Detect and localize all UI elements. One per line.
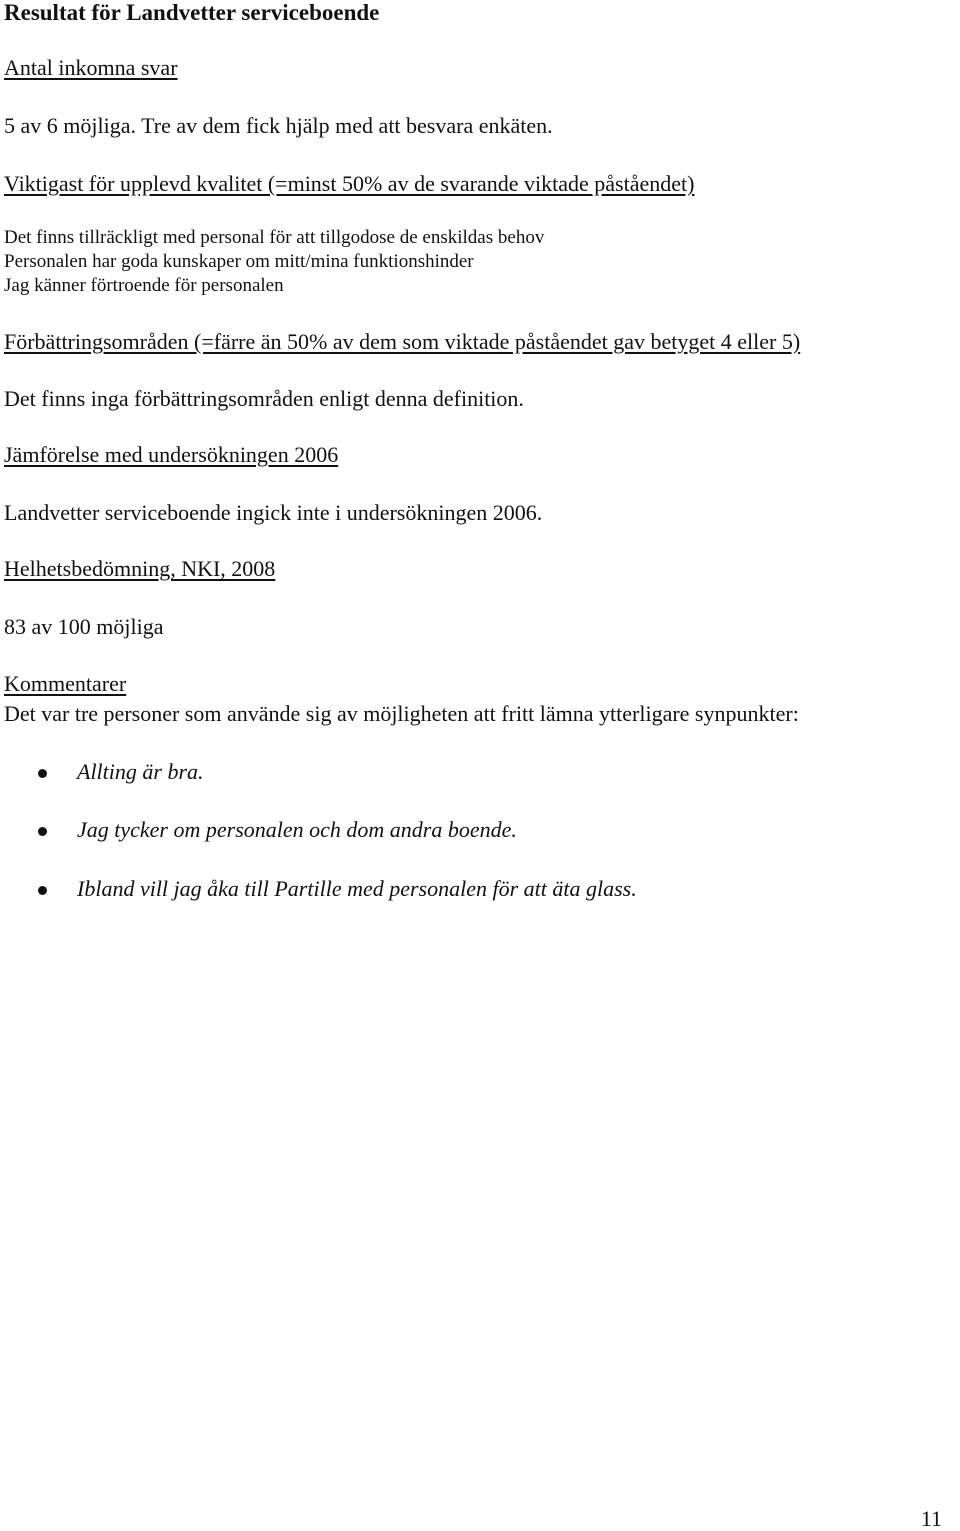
- overall-score: 83 av 100 möjliga: [4, 614, 164, 639]
- improvement-text: Det finns inga förbättringsområden enligt denna definition.: [4, 386, 524, 411]
- bullet-icon: [38, 769, 47, 778]
- overall-heading: Helhetsbedömning, NKI, 2008: [4, 556, 276, 581]
- important-quality-item: Personalen har goda kunskaper om mitt/mina funktionshinder: [4, 251, 474, 272]
- important-quality-heading: Viktigast för upplevd kvalitet (=minst 50% av de svarande viktade påståendet): [4, 171, 695, 196]
- comparison-heading: Jämförelse med undersökningen 2006: [4, 442, 339, 467]
- responses-text: 5 av 6 möjliga. Tre av dem fick hjälp med att besvara enkäten.: [4, 113, 553, 138]
- comments-intro: Det var tre personer som använde sig av möjligheten att fritt lämna ytterligare synpunkter:: [4, 701, 799, 726]
- bullet-icon: [38, 886, 47, 895]
- page-title: Resultat för Landvetter serviceboende: [4, 0, 380, 25]
- responses-heading: Antal inkomna svar: [4, 55, 178, 80]
- comment-item: Ibland vill jag åka till Partille med personalen för att äta glass.: [77, 876, 637, 901]
- comparison-text: Landvetter serviceboende ingick inte i undersökningen 2006.: [4, 500, 543, 525]
- improvement-heading: Förbättringsområden (=färre än 50% av dem som viktade påståendet gav betyget 4 eller 5): [4, 329, 801, 354]
- bullet-icon: [38, 827, 47, 836]
- page-number: 11: [920, 1506, 942, 1531]
- comment-item: Allting är bra.: [77, 759, 204, 784]
- important-quality-item: Jag känner förtroende för personalen: [4, 275, 284, 296]
- important-quality-item: Det finns tillräckligt med personal för att tillgodose de enskildas behov: [4, 227, 545, 248]
- comments-heading: Kommentarer: [4, 671, 127, 696]
- comment-item: Jag tycker om personalen och dom andra boende.: [77, 817, 517, 842]
